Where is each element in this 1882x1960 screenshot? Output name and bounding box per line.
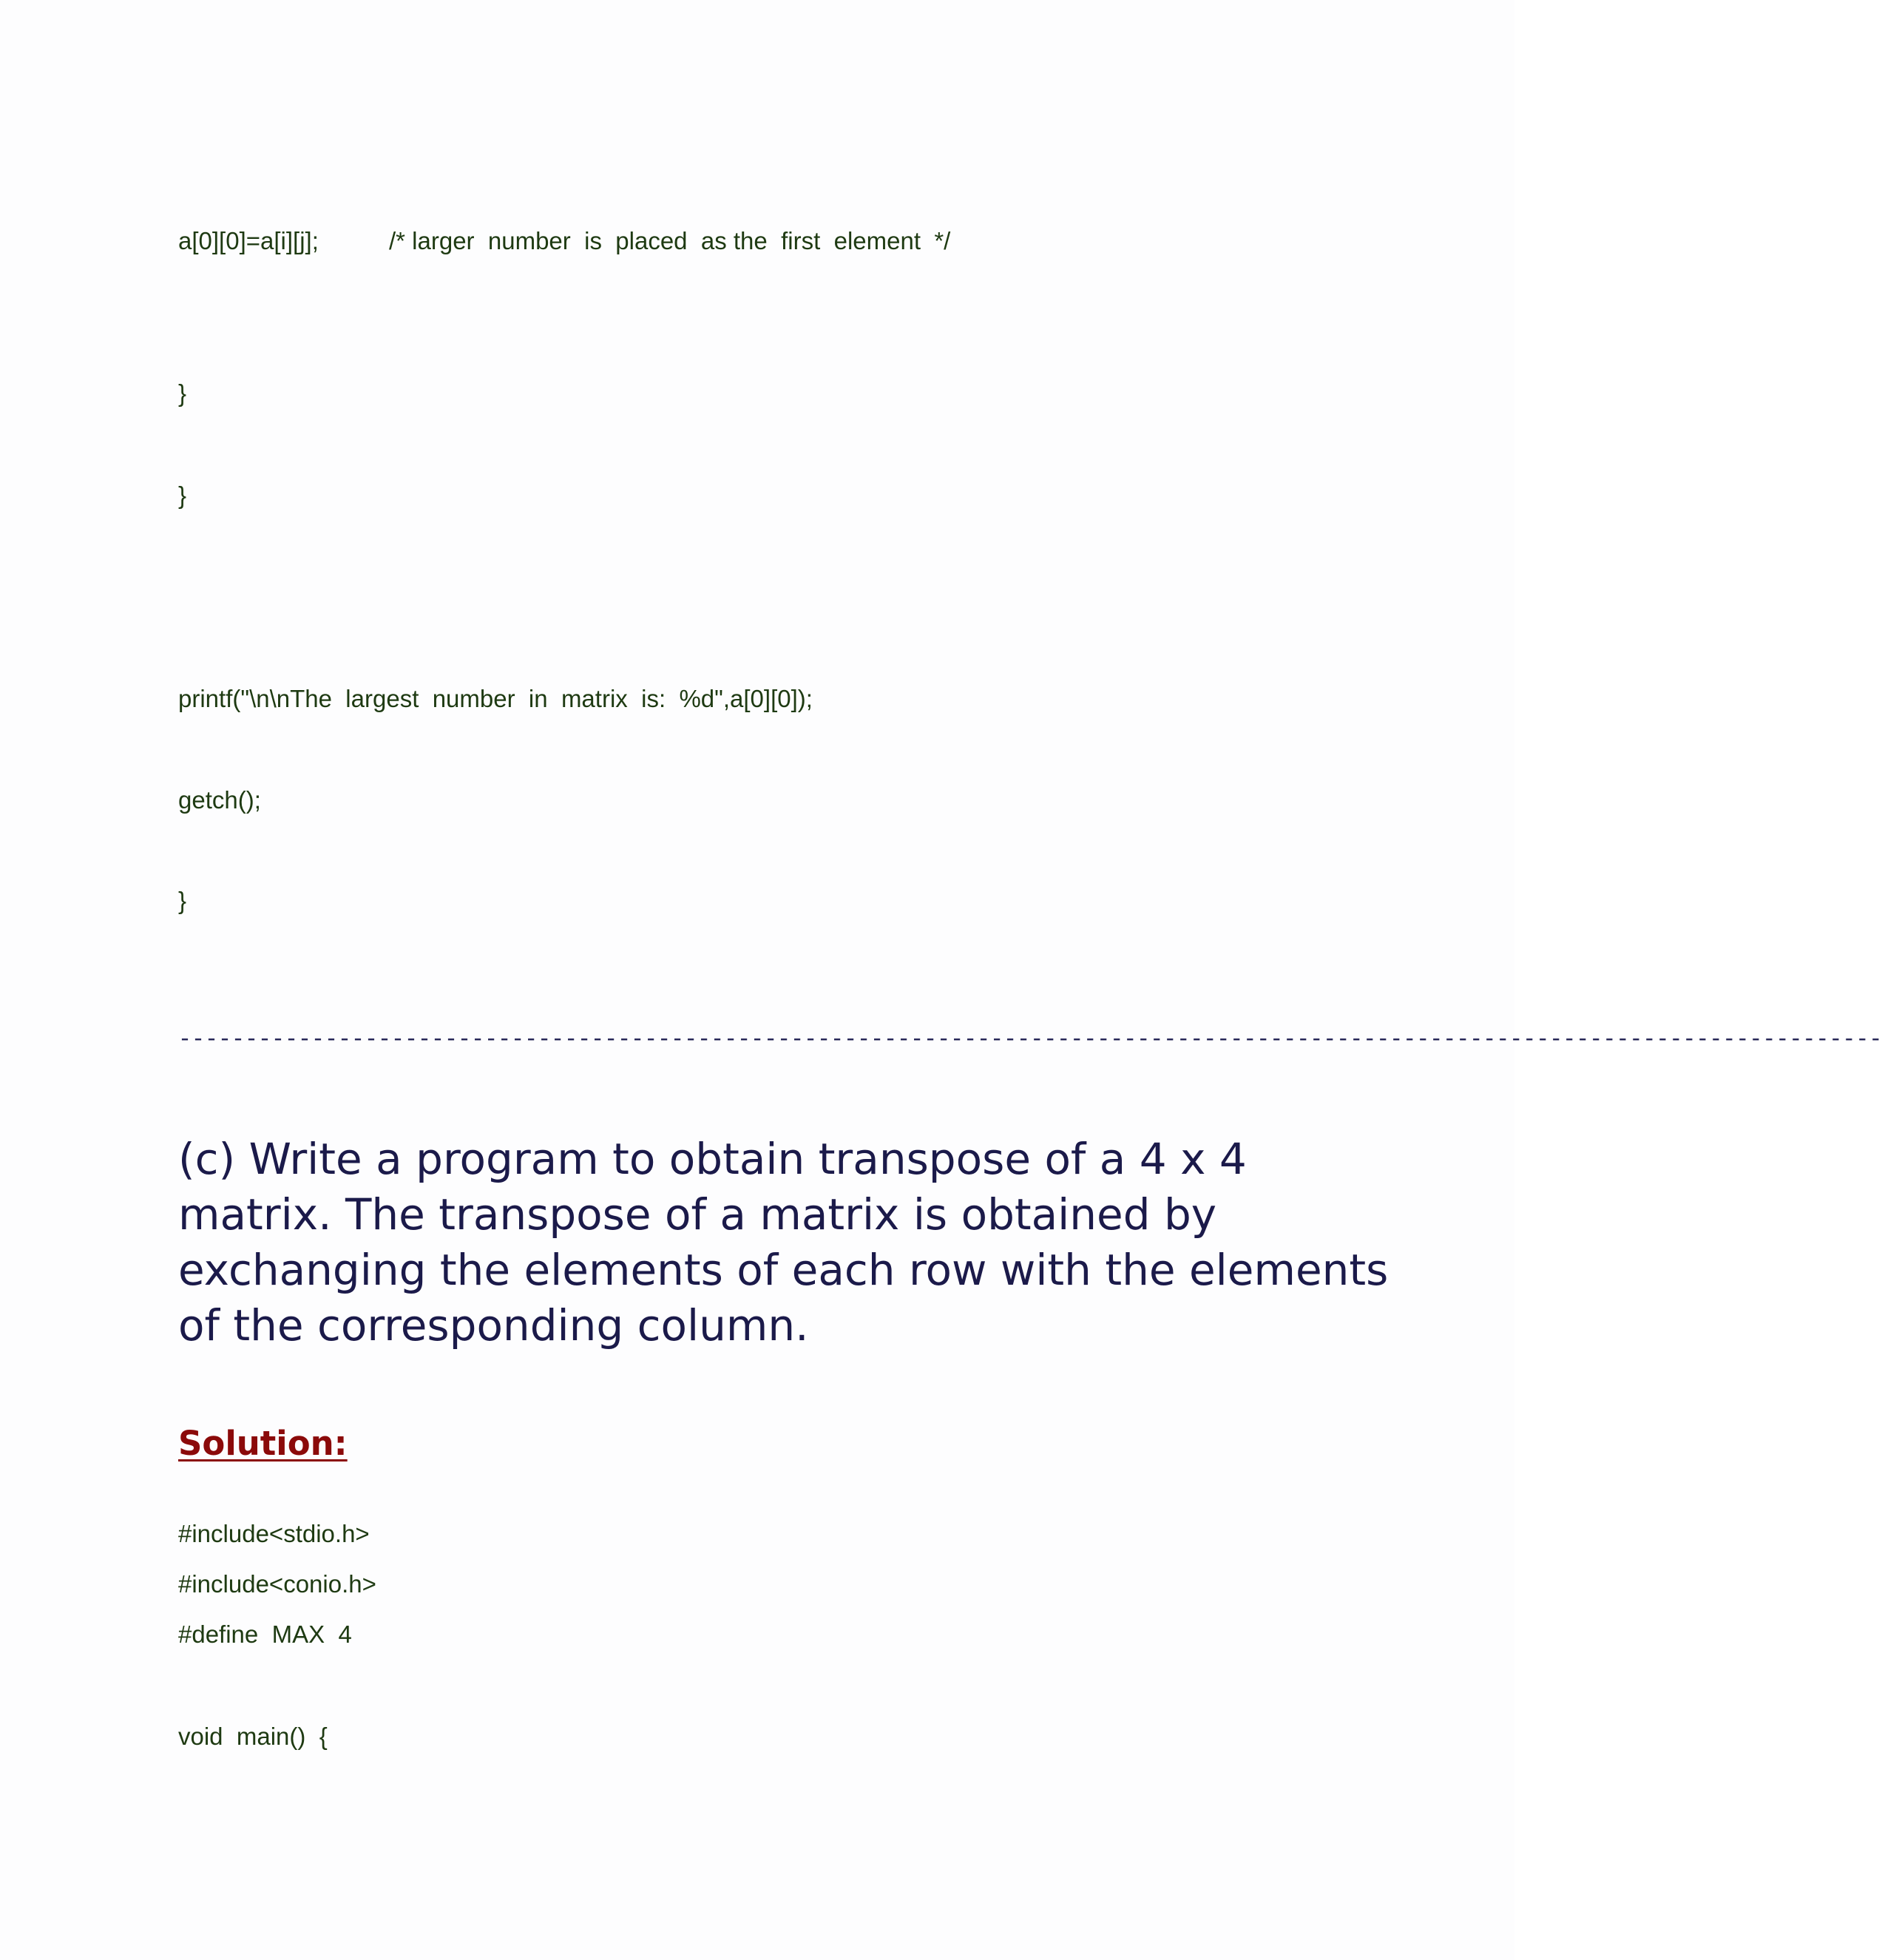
- code-line-printf: printf("\n\nThe largest number in matrix is: %d",a[0][0]);: [178, 685, 813, 712]
- code-line-getch: getch();: [178, 786, 261, 814]
- code-closing-brace: }: [178, 481, 187, 509]
- code-line-assign: a[0][0]=a[i][j];: [178, 227, 319, 254]
- question-heading: (c) Write a program to obtain transpose of a 4 x 4 matrix. The transpose of a matrix is obtained by exchanging the elements of each row with the elements of the corresponding column.: [178, 1134, 1389, 1351]
- code-closing-brace: }: [178, 887, 187, 914]
- code-include-conio: #include<conio.h>: [178, 1570, 376, 1598]
- code-include-stdio: #include<stdio.h>: [178, 1520, 370, 1547]
- code-closing-brace: }: [178, 379, 187, 407]
- solution-label: Solution:: [178, 1424, 348, 1463]
- code-define-max: #define MAX 4: [178, 1621, 352, 1648]
- code-comment-assign: /* larger number is placed as the first element */: [389, 227, 951, 254]
- section-divider: --------------------------------------------------------------------------------------------------------------------------------: [178, 1027, 1882, 1052]
- code-void-main: void main() {: [178, 1723, 328, 1750]
